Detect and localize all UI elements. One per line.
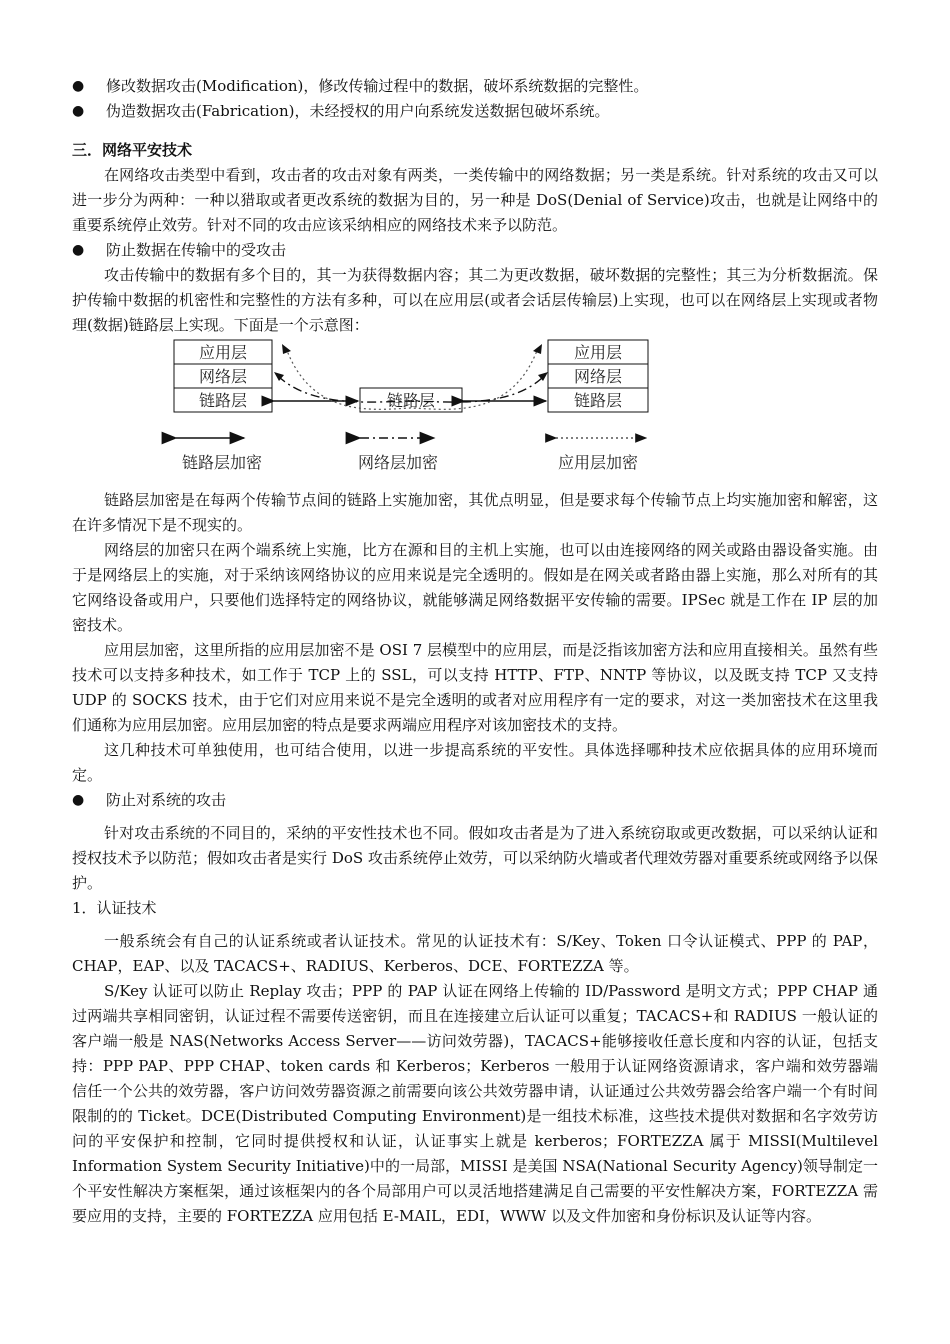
bullet-dot-icon: ●	[72, 78, 85, 94]
combination-paragraph: 这几种技术可单独使用，也可结合使用，以进一步提高系统的平安性。具体选择哪种技术应依据具体的应用环境而定。	[72, 741, 878, 784]
system-attack-paragraph: 针对攻击系统的不同目的，采纳的平安性技术也不同。假如攻击者是为了进入系统窃取或更改数据，可以采纳认证和授权技术予以防范；假如攻击者是实行 DoS 攻击系统停止效劳，可以采纳防火墙或者代理效劳器对重要系统或网络予以保护。	[72, 824, 878, 892]
bullet-dot-icon: ●	[72, 103, 85, 119]
bullet-text: 防止对系统的攻击	[106, 791, 227, 809]
bullet-item	[72, 99, 878, 124]
bullet-item	[72, 238, 878, 263]
legend-network-encryption: 网络层加密	[357, 453, 439, 472]
network-encryption-paragraph: 网络层的加密只在两个端系统上实施，比方在源和目的主机上实施，也可以由连接网络的网关或路由器设备实施。由于是网络层上的实施，对于采纳该网络协议的应用来说是完全透明的。假如是在网关或者路由器上实施，那么对所有的其它网络设备或用户，只要他们选择特定的网络协议，就能够满足网络数据平安传输的需要。IPSec 就是工作在 IP 层的加密技术。	[72, 541, 878, 634]
transmission-paragraph: 攻击传输中的数据有多个目的，其一为获得数据内容；其二为更改数据，破坏数据的完整性；其三为分析数据流。保护传输中数据的机密性和完整性的方法有多种，可以在应用层(或者会话层传输层)上实现，也可以在网络层上实现或者物理(数据)链路层上实现。下面是一个示意图：	[72, 266, 878, 334]
bullet-dot-icon: ●	[72, 242, 85, 258]
bullet-item	[72, 788, 878, 813]
link-encryption-paragraph: 链路层加密是在每两个传输节点间的链路上实施加密，其优点明显，但是要求每个传输节点上均实施加密和解密，这在许多情况下是不现实的。	[72, 491, 878, 534]
document-page	[72, 74, 878, 1229]
application-encryption-paragraph: 应用层加密，这里所指的应用层加密不是 OSI 7 层模型中的应用层，而是泛指该加密方法和应用直接相关。虽然有些技术可以支持多种技术，如工作于 TCP 上的 SSL，可以支持 HTTP、FTP、NNTP 等协议，以及既支持 TCP 又支持 UDP 的 SOCKS 技术，由于它们对应用来说不是完全透明的或者对应用程序有一定的要求，对这一类加密技术在这里我们通称为应用层加密。应用层加密的特点是要求两端应用程序对该加密技术的支持。	[72, 641, 878, 734]
section-intro-paragraph: 在网络攻击类型中看到，攻击者的攻击对象有两类，一类传输中的网络数据；另一类是系统。针对系统的攻击又可以进一步分为两种：一种以猎取或者更改系统的数据为目的，另一种是 DoS(Denial of Service)攻击，也就是让网络中的重要系统停止效劳。针对不同的攻击应该采纳相应的网络技术来予以防范。	[72, 166, 878, 234]
legend-link-encryption: 链路层加密	[181, 453, 263, 472]
left-app-layer-label: 应用层	[198, 343, 248, 362]
legend-application-encryption: 应用层加密	[557, 453, 639, 472]
encryption-layer-diagram	[72, 338, 878, 488]
section-title: 三．网络平安技术	[72, 141, 193, 159]
bullet-item	[72, 74, 878, 99]
left-net-layer-label: 网络层	[198, 367, 248, 386]
app-arrowhead-right	[533, 344, 542, 354]
right-app-layer-label: 应用层	[573, 343, 623, 362]
diagram-svg	[72, 338, 878, 488]
bullet-text: 伪造数据攻击(Fabrication)，未经授权的用户向系统发送数据包破坏系统。	[106, 102, 610, 120]
right-net-layer-label: 网络层	[573, 367, 623, 386]
bullet-text: 防止数据在传输中的受攻击	[106, 241, 287, 259]
app-arrowhead-left	[282, 344, 291, 354]
middle-link-layer-label: 链路层	[386, 391, 436, 410]
right-link-layer-label: 链路层	[573, 391, 623, 410]
left-link-layer-label: 链路层	[198, 391, 248, 410]
subsection-title: 1．认证技术	[72, 899, 157, 917]
auth-detail-paragraph: S/Key 认证可以防止 Replay 攻击；PPP 的 PAP 认证在网络上传输的 ID/Password 是明文方式；PPP CHAP 通过两端共享相同密钥，认证过程不需要传送密钥，而且在连接建立后认证可以重复；TACACS+和 RADIUS 一般认证的客户端一般是 NAS(Networks Access Server——访问效劳器)，TACACS+能够接收任意长度和内容的认证，包括支持：PPP PAP、PPP CHAP、token cards 和 Kerberos；Kerberos 一般用于认证网络资源请求，客户端和效劳器端信任一个公共的效劳器，客户访问效劳器资源之前需要向该公共效劳器申请，认证通过公共效劳器会给客户端一个有时间限制的的 Ticket。DCE(Distributed Computing Environment)是一组技术标准，这些技术提供对数据和名字效劳访问的平安保护和控制，它同时提供授权和认证，认证事实上就是 kerberos；FORTEZZA 属于 MISSI(Multilevel Information System Security Initiative)中的一局部，MISSI 是美国 NSA(National Security Agency)领导制定一个平安性解决方案框架，通过该框架内的各个局部用户可以灵活地搭建满足自己需要的平安性解决方案，FORTEZZA 需要应用的支持，主要的 FORTEZZA 应用包括 E-MAIL，EDI，WWW 以及文件加密和身份标识及认证等内容。	[72, 982, 878, 1225]
bullet-text: 修改数据攻击(Modification)，修改传输过程中的数据，破坏系统数据的完整性。	[106, 77, 649, 95]
auth-intro-paragraph: 一般系统会有自己的认证系统或者认证技术。常见的认证技术有：S/Key、Token 口令认证模式、PPP 的 PAP，CHAP，EAP、以及 TACACS+、RADIUS、Kerberos、DCE、FORTEZZA 等。	[72, 932, 878, 975]
bullet-dot-icon: ●	[72, 792, 85, 808]
